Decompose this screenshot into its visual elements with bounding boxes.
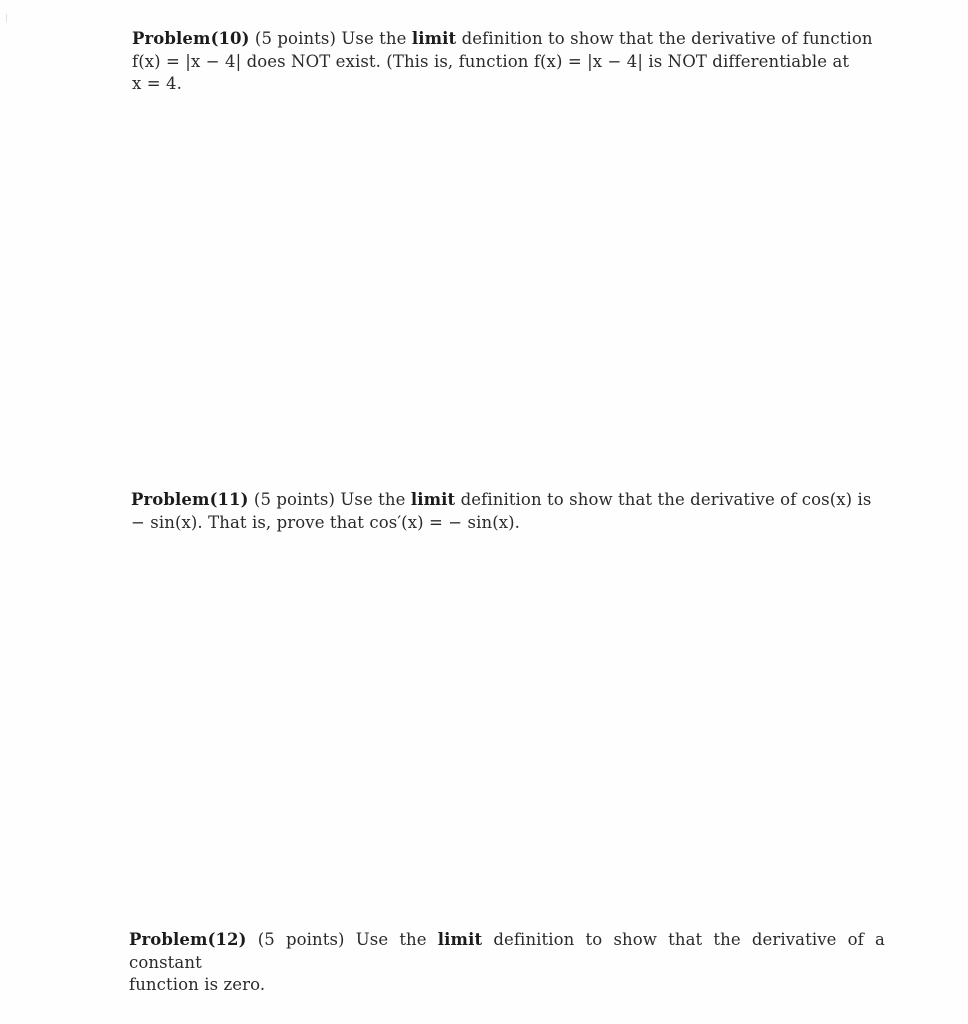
problem-10-heading: Problem(10) — [132, 29, 250, 48]
problem-10-keyword: limit — [411, 29, 457, 48]
problem-11-line-2: − sin(x). That is, prove that cos′(x) = − sin(x). — [131, 512, 521, 532]
problem-12-line1-rest: definition to show that the derivative of a constant — [129, 930, 885, 972]
problem-11-keyword: limit — [410, 490, 456, 509]
problem-10-points: (5 points) — [254, 29, 337, 48]
problem-11-line-1 — [131, 489, 887, 512]
problem-10-line-3: x = 4. — [132, 74, 182, 93]
problem-11 — [131, 489, 887, 534]
problem-12-keyword: limit — [437, 930, 483, 949]
problem-11-points: (5 points) — [253, 490, 336, 509]
problem-10-intro: Use the — [341, 29, 407, 48]
problem-10 — [132, 28, 888, 96]
margin-mark — [6, 14, 7, 22]
problem-12-intro: Use the — [355, 930, 427, 949]
problem-12-line-1 — [129, 929, 885, 974]
problem-10-line-2: f(x) = |x − 4| does NOT exist. (This is, function f(x) = |x − 4| is NOT differentiable at — [132, 51, 850, 71]
problem-11-heading: Problem(11) — [131, 490, 249, 509]
problem-12-points: (5 points) — [257, 930, 345, 949]
problem-11-line1-rest: definition to show that the derivative of cos(x) is — [460, 490, 872, 509]
problem-10-line1-rest: definition to show that the derivative of function — [461, 29, 873, 48]
problem-11-intro: Use the — [340, 490, 406, 509]
problem-12 — [129, 929, 885, 997]
problem-10-line-1 — [132, 28, 888, 51]
problem-12-heading: Problem(12) — [129, 930, 247, 949]
problem-12-line-2: function is zero. — [129, 975, 266, 994]
